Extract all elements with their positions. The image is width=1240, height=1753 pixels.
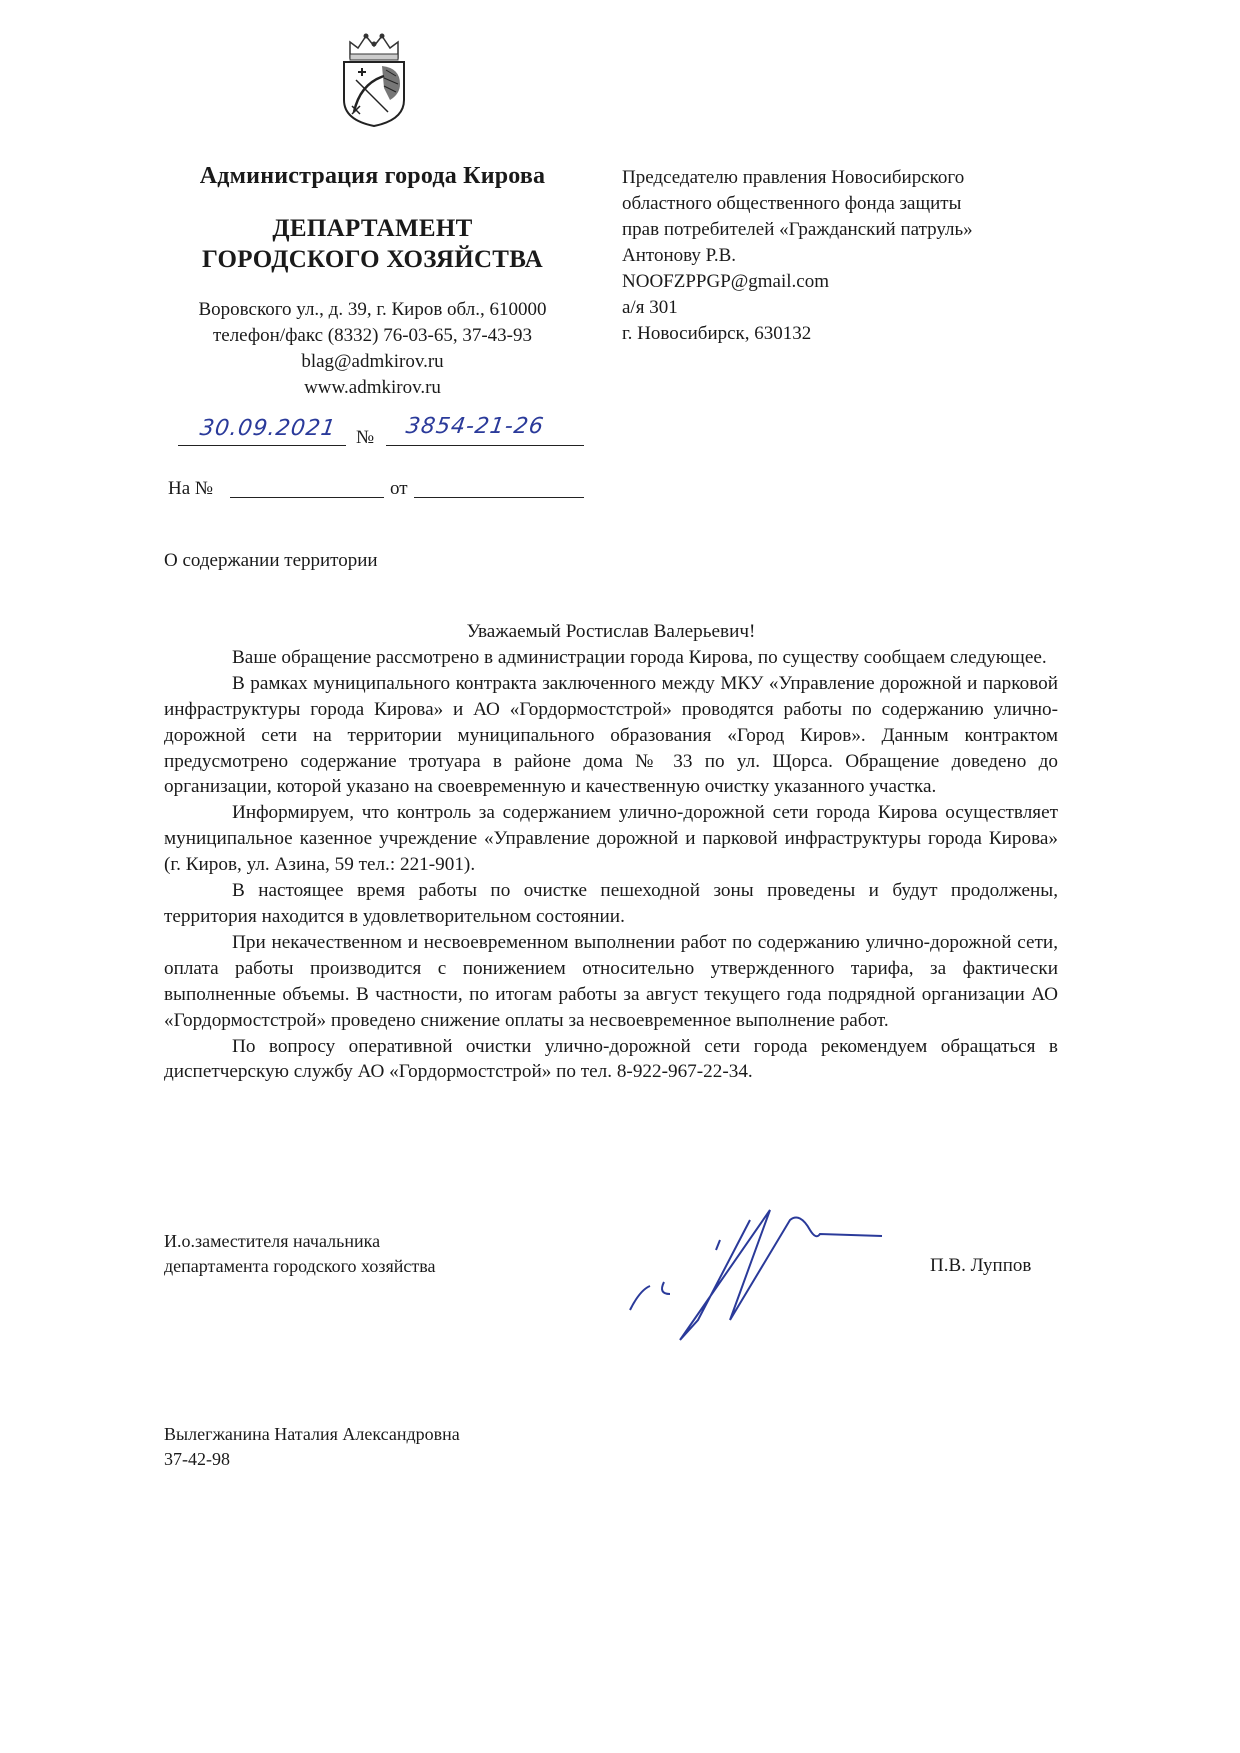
department-title-line1: ДЕПАРТАМЕНТ — [272, 215, 473, 242]
executor-block — [164, 1422, 460, 1472]
administration-title: Администрация города Кирова — [199, 163, 546, 189]
signatory-title — [164, 1229, 435, 1279]
recipient-city: г. Новосибирск, 630132 — [622, 323, 812, 344]
body-paragraph: В настоящее время работы по очистке пешеходной зоны проведены и будут продолжены, территория находится в удовлетворительном состоянии. — [164, 880, 1058, 927]
handwritten-signature — [620, 1190, 890, 1350]
city-coat-of-arms — [338, 28, 410, 128]
signature-icon — [620, 1190, 890, 1350]
sender-email: blag@admkirov.ru — [301, 351, 444, 372]
sender-phone: телефон/факс (8332) 76-03-65, 37-43-93 — [212, 325, 533, 346]
department-title-line2: ГОРОДСКОГО ХОЗЯЙСТВА — [201, 246, 544, 273]
body-paragraph: В рамках муниципального контракта заключенного между МКУ «Управление дорожной и парковой инфраструктуры города Кирова» и АО «Гордормостстрой» проводятся работы по содержанию улично-дорожной сети на территории муниципального образования «Город Киров». Данным контрактом предусмотрено содержание тротуара в районе дома № 33 по ул. Щорса. Обращение доведено до организации, которой указано на своевременную и качественную очистку указанного участка. — [164, 672, 1058, 798]
registration-number-label: № — [356, 427, 375, 448]
executor-name: Вылегжанина Наталия Александровна — [164, 1424, 460, 1444]
reply-to-label: На № — [168, 478, 214, 499]
coat-of-arms-icon — [338, 28, 410, 128]
reply-from-underline — [414, 497, 584, 498]
recipient-po-box: а/я 301 — [622, 297, 678, 318]
sender-website: www.admkirov.ru — [304, 377, 441, 398]
recipient-email: NOOFZPPGP@gmail.com — [622, 271, 829, 292]
recipient-line2: областного общественного фонда защиты — [622, 193, 962, 214]
greeting: Уважаемый Ростислав Валерьевич! — [466, 621, 756, 642]
sender-address: Воровского ул., д. 39, г. Киров обл., 610000 — [198, 299, 547, 320]
recipient-line3: прав потребителей «Гражданский патруль» — [622, 219, 973, 240]
body-paragraph: При некачественном и несвоевременном выполнении работ по содержанию улично-дорожной сети, оплата работы производится с понижением относительно утвержденного тарифа, за фактически выполненные объемы. В частности, по итогам работы за август текущего года подрядной организации АО «Гордормостстрой» проведено снижение оплаты за несвоевременное выполнение работ. — [164, 931, 1058, 1031]
number-underline — [386, 445, 584, 446]
signatory-name: П.В. Луппов — [930, 1255, 1032, 1276]
body-paragraph: Ваше обращение рассмотрено в администрации города Кирова, по существу сообщаем следующее. — [232, 646, 1047, 668]
recipient-line1: Председателю правления Новосибирского — [622, 167, 965, 188]
sender-contacts — [160, 297, 585, 401]
signatory-title-line1: И.о.заместителя начальника — [164, 1231, 381, 1251]
letter-subject: О содержании территории — [164, 550, 378, 571]
date-underline — [178, 445, 346, 446]
body-paragraph: По вопросу оперативной очистки улично-дорожной сети города рекомендуем обращаться в диспетчерскую службу АО «Гордормостстрой» по тел. 8-922-967-22-34. — [164, 1035, 1058, 1083]
recipient-name: Антонову Р.В. — [622, 245, 737, 266]
department-title — [160, 213, 585, 275]
registration-number: 3854-21-26 — [404, 414, 546, 439]
reply-to-underline — [230, 497, 384, 498]
letter-body — [164, 619, 1058, 1085]
reply-from-label: от — [390, 478, 408, 499]
executor-phone: 37-42-98 — [164, 1449, 230, 1469]
registration-date: 30.09.2021 — [198, 416, 338, 441]
signatory-title-line2: департамента городского хозяйства — [164, 1256, 436, 1276]
recipient-block — [622, 165, 1062, 347]
body-paragraph: Информируем, что контроль за содержанием улично-дорожной сети города Кирова осуществляет муниципальное казенное учреждение «Управление дорожной и парковой инфраструктуры города Кирова» (г. Киров, ул. Азина, 59 тел.: 221-901). — [164, 802, 1058, 876]
